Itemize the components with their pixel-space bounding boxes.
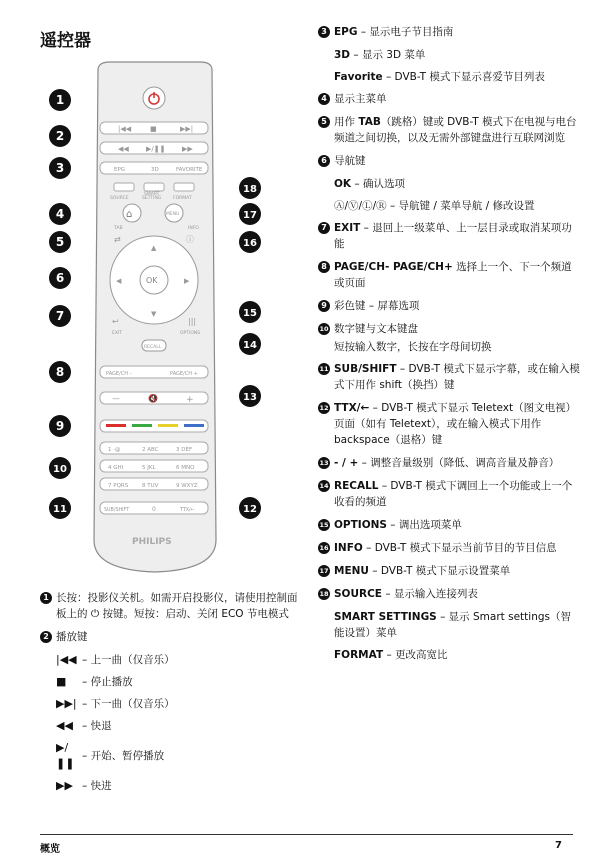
legend-item-9	[318, 298, 580, 314]
legend-text: 选择上一个、下一个频道或页面	[334, 261, 572, 289]
legend-text: 导航键	[334, 155, 366, 167]
legend-text: – 调出选项菜单	[386, 519, 462, 531]
callout-num: 1	[40, 592, 52, 604]
callout-num: 14	[319, 482, 329, 490]
callout-num: 17	[319, 567, 329, 575]
home-icon: ⌂	[126, 209, 133, 220]
legend-item-15	[318, 517, 580, 533]
mute-icon: 🔇	[148, 394, 158, 403]
callout-num: 6	[318, 155, 330, 167]
footer-divider	[40, 834, 573, 835]
legend-item-7	[318, 220, 580, 252]
legend-text: – DVB-T 模式下显示字幕，或在输入模式下用作 shift（换挡）键	[334, 363, 580, 391]
legend-item-nav	[334, 198, 580, 214]
recall-label: RECALL	[144, 345, 162, 350]
play-keys-list	[40, 652, 302, 794]
blue-key	[184, 424, 204, 427]
callout-num: 5	[318, 116, 330, 128]
legend-text: （跳格）键或 DVB-T 模式下在电视与电台频道之间切换，以及无需外部键盘进行互联网浏览	[334, 116, 577, 144]
legend-text: 长按：投影仪关机。如需开启投影仪，请使用控制面板上的 ⏻ 按键。短按：启动、关闭 ECO 节电模式	[56, 592, 298, 620]
nav-up-icon: ▲	[151, 244, 157, 252]
legend-text: 显示主菜单	[334, 93, 387, 105]
key-name: RECALL	[334, 480, 379, 492]
smart-button	[144, 183, 164, 191]
play-key-row	[56, 652, 302, 668]
legend-text: – 调整音量级别（降低、调高音量及静音）	[358, 457, 560, 469]
play-key-text: – 快退	[82, 720, 112, 732]
legend-item-smart-settings	[334, 609, 580, 641]
key-name: INFO	[334, 542, 363, 554]
options-label: OPTIONS	[180, 331, 201, 336]
key-name: TTX/←	[334, 402, 370, 414]
nav-left-icon: ◀	[116, 277, 122, 285]
legend-text: – DVB-T 模式下显示 Teletext（图文电视）页面（如有 Teletext），或在输入模式下用作 backspace（退格）键	[334, 402, 577, 446]
legend-item-ok	[334, 176, 580, 192]
key-name: TAB	[358, 116, 381, 128]
play-key-icon: ▶▶	[56, 779, 73, 792]
key-name: EXIT	[334, 222, 361, 234]
play-key-text: – 快进	[82, 780, 112, 792]
exit-label: EXIT	[112, 331, 123, 336]
ffwd-icon: ▶▶	[182, 145, 193, 153]
keypad-key: 4 GHI	[108, 465, 124, 471]
callout-num: 10	[319, 325, 329, 333]
legend-text: – DVB-T 模式下调回上一个功能或上一个收看的频道	[334, 480, 573, 508]
callout-number: 9	[55, 419, 65, 433]
legend-text: 彩色键 – 屏幕选项	[334, 300, 420, 312]
legend-item-18	[318, 586, 580, 602]
menu-label: MENU	[166, 212, 180, 217]
nav-right-icon: ▶	[184, 277, 190, 285]
legend-left	[40, 590, 302, 800]
legend-text: – DVB-T 模式下显示喜爱节目列表	[382, 71, 545, 83]
legend-item-12	[318, 400, 580, 448]
keypad-key: 1 ·@	[108, 447, 121, 453]
keypad-key: 5 JKL	[142, 465, 156, 471]
legend-text: – DVB-T 模式下显示当前节目的节目信息	[362, 542, 557, 554]
keypad-key: 3 DEF	[176, 447, 193, 453]
callout-number: 6	[55, 271, 65, 285]
play-key-text: – 上一曲（仅音乐）	[82, 654, 175, 666]
callout-number: 4	[55, 207, 65, 221]
legend-item-14	[318, 478, 580, 510]
remote-svg	[40, 60, 272, 580]
legend-item-16	[318, 540, 580, 556]
legend-item-11	[318, 361, 580, 393]
ttx-label: TTX/←	[180, 508, 195, 513]
green-key	[132, 424, 152, 427]
legend-item-5	[318, 114, 580, 146]
legend-item-1	[40, 590, 302, 622]
prev-icon: |◀◀	[118, 125, 132, 133]
legend-item-4	[318, 91, 580, 107]
tab-icon: ⇄	[114, 235, 121, 244]
legend-item-2	[40, 629, 302, 645]
play-key-row	[56, 696, 302, 712]
setting-label: SETTING	[142, 196, 162, 201]
legend-text: – 更改高宽比	[383, 649, 448, 661]
page-down-label: PAGE/CH -	[106, 371, 132, 377]
nav-icons: Ⓐ/Ⓥ/Ⓛ/Ⓡ	[334, 200, 387, 212]
keypad-key: 9 WXYZ	[176, 483, 198, 489]
legend-item-13	[318, 455, 580, 471]
keypad-key: 6 MNO	[176, 465, 195, 471]
smart-label: SMART	[144, 192, 160, 197]
key-name: SUB/SHIFT	[334, 363, 397, 375]
callout-num: 9	[318, 300, 330, 312]
legend-text: 短按输入数字，长按在字母间切换	[334, 341, 492, 353]
3d-label: 3D	[151, 167, 159, 173]
callout-number: 15	[243, 308, 257, 319]
stop-icon: ■	[150, 125, 157, 133]
legend-item-6	[318, 153, 580, 169]
callout-number: 1	[55, 93, 65, 107]
key-name: FORMAT	[334, 649, 384, 661]
keypad-key: 2 ABC	[142, 447, 159, 453]
play-key-row	[56, 674, 302, 690]
play-pause-icon: ▶/❚❚	[146, 145, 166, 153]
callout-number: 8	[55, 365, 65, 379]
callout-num: 13	[319, 459, 329, 467]
legend-item-3d	[334, 47, 580, 63]
legend-text: – 导航键 / 菜单导航 / 修改设置	[386, 200, 535, 212]
key-name: OK	[334, 178, 352, 190]
callout-number: 16	[243, 238, 257, 249]
legend-text: – 确认选项	[351, 178, 405, 190]
legend-text: – 退回上一级菜单、上一层目录或取消某项功能	[334, 222, 572, 250]
legend-right	[318, 24, 580, 669]
callout-number: 7	[55, 309, 65, 323]
legend-item-17	[318, 563, 580, 579]
callout-number: 11	[53, 504, 67, 515]
legend-item-10-sub	[334, 339, 580, 355]
keypad-key: 8 TUV	[142, 483, 159, 489]
callout-num: 16	[319, 544, 329, 552]
callout-num: 15	[319, 521, 329, 529]
callout-number: 2	[55, 129, 65, 143]
play-key-icon: ◀◀	[56, 719, 73, 732]
vol-minus-icon: —	[112, 394, 120, 403]
legend-text: – DVB-T 模式下显示设置菜单	[368, 565, 511, 577]
play-key-text: – 下一曲（仅音乐）	[82, 698, 175, 710]
play-key-icon: ▶/❚❚	[56, 741, 75, 770]
play-key-icon: |◀◀	[56, 653, 77, 666]
legend-text: 播放键	[56, 631, 88, 643]
key-name: PAGE/CH- PAGE/CH+	[334, 261, 453, 273]
options-icon: |||	[188, 317, 197, 326]
legend-text: – 显示电子节目指南	[357, 26, 454, 38]
play-key-text: – 停止播放	[82, 676, 133, 688]
callout-number: 14	[243, 340, 257, 351]
legend-item-format	[334, 647, 580, 663]
ok-label: OK	[146, 276, 158, 285]
key-name: - / +	[334, 457, 359, 469]
play-key-icon: ■	[56, 675, 67, 688]
sub-shift-label: SUB/SHIFT	[104, 508, 130, 513]
format-label: FORMAT	[173, 196, 192, 201]
page-number: 7	[555, 840, 562, 851]
remote-illustration	[40, 60, 272, 580]
info-icon: ⓘ	[186, 235, 194, 244]
source-label: SOURCE	[110, 196, 129, 201]
keypad-key: 7 PQRS	[108, 483, 129, 489]
exit-icon: ↩	[112, 317, 119, 326]
callout-number: 3	[55, 161, 65, 175]
source-button	[114, 183, 134, 191]
footer-section: 概览	[40, 844, 60, 855]
legend-item-favorite	[334, 69, 580, 85]
keypad	[100, 442, 208, 490]
legend-item-10	[318, 321, 580, 337]
legend-text: 数字键与文本键盘	[334, 323, 418, 335]
callout-num: 8	[318, 261, 330, 273]
rewind-icon: ◀◀	[118, 145, 129, 153]
callout-num: 4	[318, 93, 330, 105]
key-name: SMART SETTINGS	[334, 611, 437, 623]
key-name: EPG	[334, 26, 358, 38]
callout-number: 17	[243, 210, 257, 221]
key-name: OPTIONS	[334, 519, 387, 531]
legend-item-8	[318, 259, 580, 291]
legend-item-3	[318, 24, 580, 40]
callout-number: 13	[243, 392, 257, 403]
play-key-row	[56, 740, 302, 772]
key-name: MENU	[334, 565, 369, 577]
nav-down-icon: ▼	[151, 310, 157, 318]
legend-text: – 显示 Smart settings（智能设置）菜单	[334, 611, 571, 639]
play-key-row	[56, 718, 302, 734]
yellow-key	[158, 424, 178, 427]
brand-logo: PHILIPS	[132, 537, 172, 547]
key-name: SOURCE	[334, 588, 382, 600]
key-name: 3D	[334, 49, 351, 61]
favorite-label: FAVORITE	[176, 167, 203, 173]
callout-number: 18	[243, 184, 257, 195]
red-key	[106, 424, 126, 427]
legend-text: – 显示 3D 菜单	[350, 49, 426, 61]
callout-num: 7	[318, 222, 330, 234]
callout-num: 11	[319, 365, 329, 373]
tab-label: TAB	[114, 226, 123, 231]
play-key-icon: ▶▶|	[56, 697, 77, 710]
vol-plus-icon: +	[186, 395, 194, 405]
epg-label: EPG	[114, 167, 126, 173]
info-label: INFO	[188, 226, 199, 231]
callout-num: 18	[319, 590, 329, 598]
play-key-row	[56, 778, 302, 794]
callout-number: 12	[243, 504, 257, 515]
legend-text: – 显示输入连接列表	[381, 588, 478, 600]
page-up-label: PAGE/CH +	[170, 371, 198, 377]
play-key-text: – 开始、暂停播放	[82, 750, 165, 762]
callout-number: 10	[53, 464, 67, 475]
page-title: 遥控器	[40, 31, 91, 51]
zero-label: 0	[152, 506, 156, 513]
format-button	[174, 183, 194, 191]
callout-num: 2	[40, 631, 52, 643]
callout-num: 3	[318, 26, 330, 38]
legend-text: 用作	[334, 116, 359, 128]
callout-num: 12	[319, 404, 329, 412]
callout-number: 5	[55, 235, 65, 249]
key-name: Favorite	[334, 71, 383, 83]
next-icon: ▶▶|	[180, 125, 194, 133]
